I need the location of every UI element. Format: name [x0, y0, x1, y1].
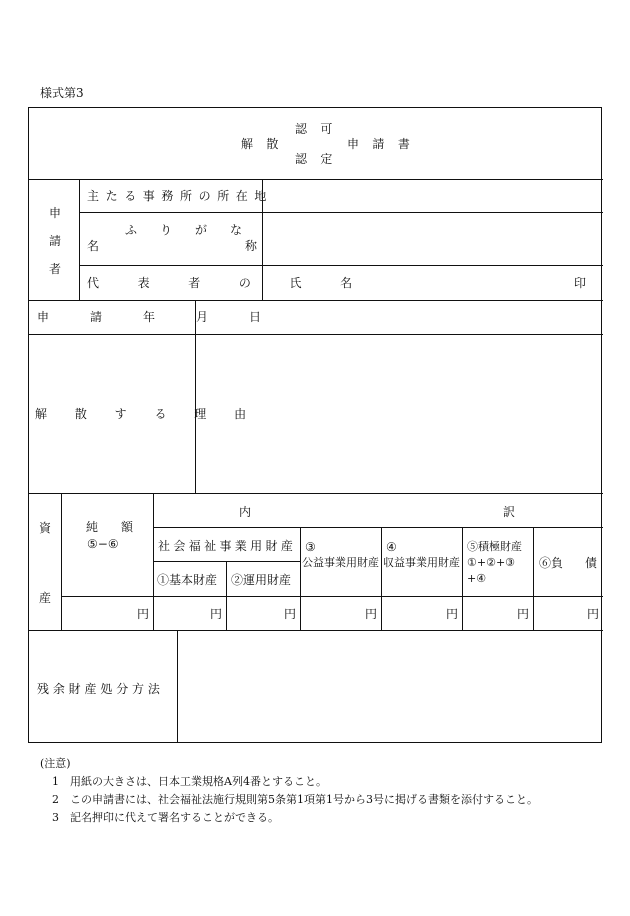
seal-mark: 印 — [574, 276, 587, 290]
vline-net — [153, 493, 154, 630]
applicant-label-3: 者 — [49, 262, 62, 276]
liabilities-amount-unit: 円 — [587, 607, 600, 621]
vline-assets-group — [61, 493, 62, 630]
assets-label-bottom: 産 — [39, 591, 52, 605]
application-form — [28, 107, 602, 743]
line-above-amounts — [61, 596, 603, 597]
revenue-assets-number: ④ — [386, 540, 397, 554]
public-assets-label: 公益事業用財産 — [302, 556, 379, 569]
positive-assets-formula-1: ①+②+③ — [467, 556, 516, 569]
liabilities-number-label: ⑥負 — [539, 556, 564, 570]
vline-basic-operating — [226, 561, 227, 630]
operating-assets-label: ②運用財産 — [231, 573, 292, 587]
line-under-title — [29, 179, 603, 180]
line-under-breakdown — [153, 527, 603, 528]
public-amount-unit: 円 — [365, 607, 378, 621]
title-left: 解 散 — [241, 137, 284, 151]
positive-assets-label: ⑤積極財産 — [467, 540, 522, 553]
basic-amount-unit: 円 — [210, 607, 223, 621]
positive-assets-formula-2: +④ — [467, 572, 487, 585]
vline-positive-liab — [533, 527, 534, 630]
dissolution-reason-label: 解 散 す る 理 由 — [35, 407, 259, 421]
positive-amount-unit: 円 — [517, 607, 530, 621]
application-date-label: 申 請 年 月 日 — [37, 310, 280, 324]
note-item: 2 この申請書には、社会福祉法施行規則第5条第1項第1号から3号に掲げる書類を添付すること。 — [52, 793, 538, 806]
liabilities-label: 債 — [585, 556, 598, 570]
residual-disposal-label: 残余財産処分方法 — [37, 682, 164, 696]
public-assets-number: ③ — [305, 540, 316, 554]
note-item: 1 用紙の大きさは、日本工業規格A列4番とすること。 — [52, 775, 327, 788]
furigana-label: ふ り が な — [125, 223, 252, 237]
line-under-applicant — [29, 300, 603, 301]
vline-date-reason — [195, 300, 196, 493]
title-top: 認 可 — [295, 122, 338, 136]
vline-residual — [177, 630, 178, 743]
vline-revenue-positive — [462, 527, 463, 630]
representative-label: 代 表 者 の 氏 名 — [87, 276, 370, 290]
notes-heading: (注意) — [40, 757, 71, 770]
line-under-reason — [29, 493, 603, 494]
line-under-office — [79, 212, 603, 213]
line-under-assets — [29, 630, 603, 631]
form-number: 様式第3 — [40, 86, 84, 100]
residual-disposal-value[interactable] — [185, 642, 593, 732]
note-item: 3 記名押印に代えて署名することができる。 — [52, 811, 279, 824]
operating-amount-unit: 円 — [284, 607, 297, 621]
vline-applicant — [79, 179, 80, 300]
name-label-right: 称 — [245, 239, 258, 253]
dissolution-reason-value[interactable] — [203, 348, 593, 478]
revenue-amount-unit: 円 — [446, 607, 459, 621]
office-address-value[interactable] — [269, 189, 594, 203]
breakdown-right: 訳 — [503, 505, 516, 519]
notes — [40, 755, 538, 827]
net-amount-unit: 円 — [137, 607, 150, 621]
net-amount-formula: ⑤−⑥ — [87, 537, 119, 551]
title-right: 申 請 書 — [347, 137, 415, 151]
welfare-assets-label: 社会福祉事業用財産 — [158, 539, 297, 553]
applicant-label-1: 申 — [49, 206, 62, 220]
net-amount-label: 純 額 — [86, 520, 143, 534]
application-date-value[interactable] — [203, 310, 593, 324]
assets-label-top: 資 — [39, 521, 52, 535]
office-address-label: 主たる事務所の所在地 — [87, 189, 274, 203]
breakdown-left: 内 — [239, 505, 252, 519]
applicant-label-2: 請 — [49, 234, 62, 248]
title-bottom: 認 定 — [295, 152, 338, 166]
vline-welfare-public — [300, 527, 301, 630]
line-under-date — [29, 334, 603, 335]
line-under-name — [79, 265, 603, 266]
vline-public-revenue — [381, 527, 382, 630]
basic-assets-label: ①基本財産 — [157, 573, 218, 587]
name-label-left: 名 — [87, 239, 100, 253]
name-value[interactable] — [269, 230, 594, 244]
revenue-assets-label: 収益事業用財産 — [383, 556, 460, 569]
